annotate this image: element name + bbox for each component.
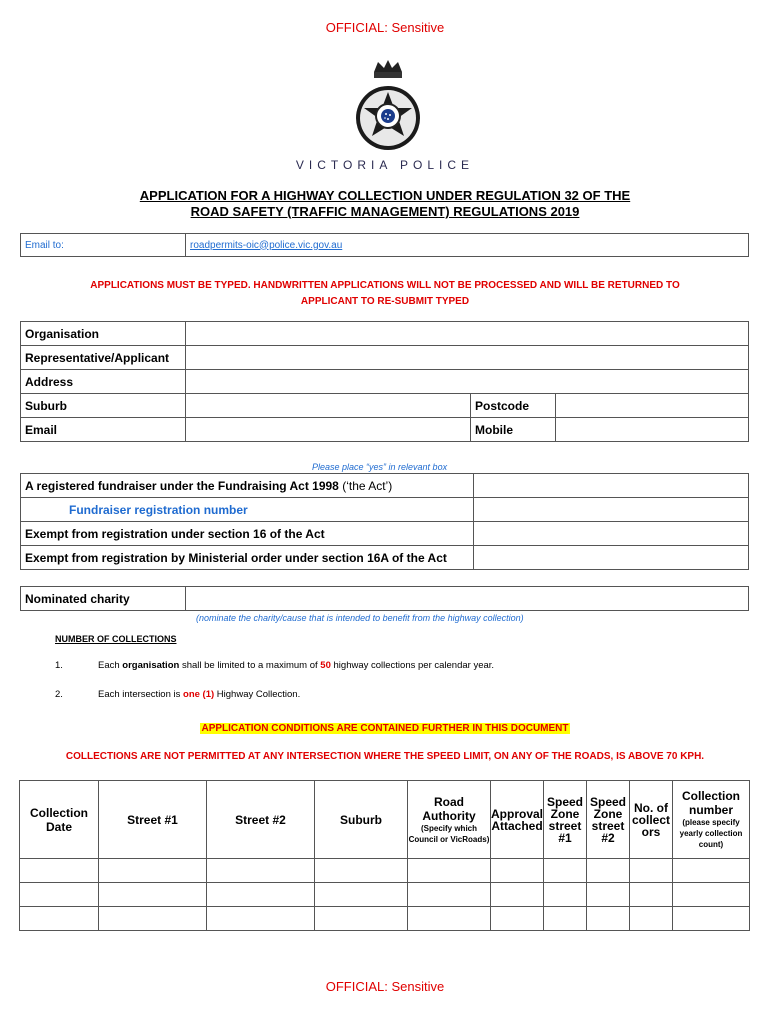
table-cell[interactable] — [20, 859, 99, 883]
table-cell[interactable] — [99, 859, 207, 883]
table-cell[interactable] — [630, 859, 673, 883]
nominated-charity-field[interactable] — [186, 587, 749, 611]
table-cell[interactable] — [587, 907, 630, 931]
registration-number-field[interactable] — [474, 498, 749, 522]
postcode-field[interactable] — [556, 394, 749, 418]
suburb-label: Suburb — [21, 394, 186, 418]
table-cell[interactable] — [544, 907, 587, 931]
table-cell[interactable] — [207, 907, 315, 931]
table-cell[interactable] — [587, 859, 630, 883]
table-row — [20, 883, 750, 907]
email-label: Email to: — [21, 234, 186, 257]
header-street-2: Street #2 — [207, 781, 315, 859]
address-label: Address — [21, 370, 186, 394]
page-title: APPLICATION FOR A HIGHWAY COLLECTION UNDER REGULATION 32 OF THE ROAD SAFETY (TRAFFIC MANAGEMENT) REGULATIONS 2019 — [139, 188, 631, 219]
header-no-collectors: No. of collect ors — [630, 781, 673, 859]
header-road-authority: Road Authority (Specify which Council or VicRoads) — [408, 781, 491, 859]
registered-fundraiser-field[interactable] — [474, 474, 749, 498]
table-cell[interactable] — [207, 859, 315, 883]
table-cell[interactable] — [630, 907, 673, 931]
table-cell[interactable] — [408, 859, 491, 883]
organisation-field[interactable] — [186, 322, 749, 346]
table-cell[interactable] — [99, 883, 207, 907]
representative-label: Representative/Applicant — [21, 346, 186, 370]
table-cell[interactable] — [491, 859, 544, 883]
mobile-label: Mobile — [471, 418, 556, 442]
table-cell[interactable] — [408, 907, 491, 931]
table-cell[interactable] — [20, 907, 99, 931]
table-cell[interactable] — [673, 907, 750, 931]
exempt-16a-label: Exempt from registration by Ministerial order under section 16A of the Act — [21, 546, 474, 570]
collection-item-1: Each organisation shall be limited to a maximum of 50 highway collections per calendar year. — [98, 660, 495, 671]
charity-table — [20, 586, 749, 611]
table-cell[interactable] — [544, 883, 587, 907]
org-name: VICTORIA POLICE — [295, 158, 475, 172]
speed-limit-warning: COLLECTIONS ARE NOT PERMITTED AT ANY INTERSECTION WHERE THE SPEED LIMIT, ON ANY OF THE ROADS, IS ABOVE 70 KPH. — [65, 751, 705, 762]
registration-number-label: Fundraiser registration number — [21, 498, 474, 522]
table-cell[interactable] — [673, 859, 750, 883]
collection-item-2-number: 2. — [55, 689, 63, 700]
header-collection-date: Collection Date — [20, 781, 99, 859]
conditions-notice: APPLICATION CONDITIONS ARE CONTAINED FURTHER IN THIS DOCUMENT — [201, 723, 569, 734]
table-cell[interactable] — [587, 883, 630, 907]
suburb-field[interactable] — [186, 394, 471, 418]
collections-heading: NUMBER OF COLLECTIONS — [55, 634, 177, 644]
nominated-charity-label: Nominated charity — [21, 587, 186, 611]
table-cell[interactable] — [630, 883, 673, 907]
header-speed-zone-1: Speed Zone street #1 — [544, 781, 587, 859]
fundraiser-table — [20, 473, 749, 570]
collection-item-2: Each intersection is one (1) Highway Collection. — [98, 689, 301, 700]
exempt-16a-field[interactable] — [474, 546, 749, 570]
table-cell[interactable] — [315, 907, 408, 931]
table-cell[interactable] — [207, 883, 315, 907]
table-cell[interactable] — [544, 859, 587, 883]
email-field[interactable] — [186, 418, 471, 442]
table-row — [20, 859, 750, 883]
collections-table — [19, 780, 750, 931]
table-cell[interactable] — [491, 907, 544, 931]
table-cell[interactable] — [491, 883, 544, 907]
header-approval: Approval Attached — [491, 781, 544, 859]
representative-field[interactable] — [186, 346, 749, 370]
table-cell[interactable] — [673, 883, 750, 907]
registered-fundraiser-label: A registered fundraiser under the Fundraising Act 1998 (‘the Act’) — [21, 474, 474, 498]
table-cell[interactable] — [315, 859, 408, 883]
table-cell[interactable] — [99, 907, 207, 931]
header-suburb: Suburb — [315, 781, 408, 859]
exempt-16-label: Exempt from registration under section 16 of the Act — [21, 522, 474, 546]
classification-header: OFFICIAL: Sensitive — [325, 20, 445, 35]
table-cell[interactable] — [315, 883, 408, 907]
header-speed-zone-2: Speed Zone street #2 — [587, 781, 630, 859]
yes-hint: Please place “yes” in relevant box — [312, 462, 448, 472]
classification-footer: OFFICIAL: Sensitive — [325, 979, 445, 994]
mobile-field[interactable] — [556, 418, 749, 442]
email-link[interactable]: roadpermits-oic@police.vic.gov.au — [186, 234, 749, 257]
email-field-label: Email — [21, 418, 186, 442]
header-street-1: Street #1 — [99, 781, 207, 859]
applicant-table — [20, 321, 749, 442]
typed-warning: APPLICATIONS MUST BE TYPED. HANDWRITTEN APPLICATIONS WILL NOT BE PROCESSED AND WILL BE RETURNED TO APPLICANT TO RE-SUBMIT TYPED — [90, 280, 680, 307]
collection-item-1-number: 1. — [55, 660, 63, 671]
table-cell[interactable] — [408, 883, 491, 907]
table-row — [20, 907, 750, 931]
organisation-label: Organisation — [21, 322, 186, 346]
address-field[interactable] — [186, 370, 749, 394]
charity-hint: (nominate the charity/cause that is intended to benefit from the highway collection) — [196, 613, 524, 623]
postcode-label: Postcode — [471, 394, 556, 418]
header-collection-number: Collection number (please specify yearly collection count) — [673, 781, 750, 859]
exempt-16-field[interactable] — [474, 522, 749, 546]
police-crest-icon — [352, 58, 424, 154]
email-table — [20, 233, 749, 257]
table-cell[interactable] — [20, 883, 99, 907]
